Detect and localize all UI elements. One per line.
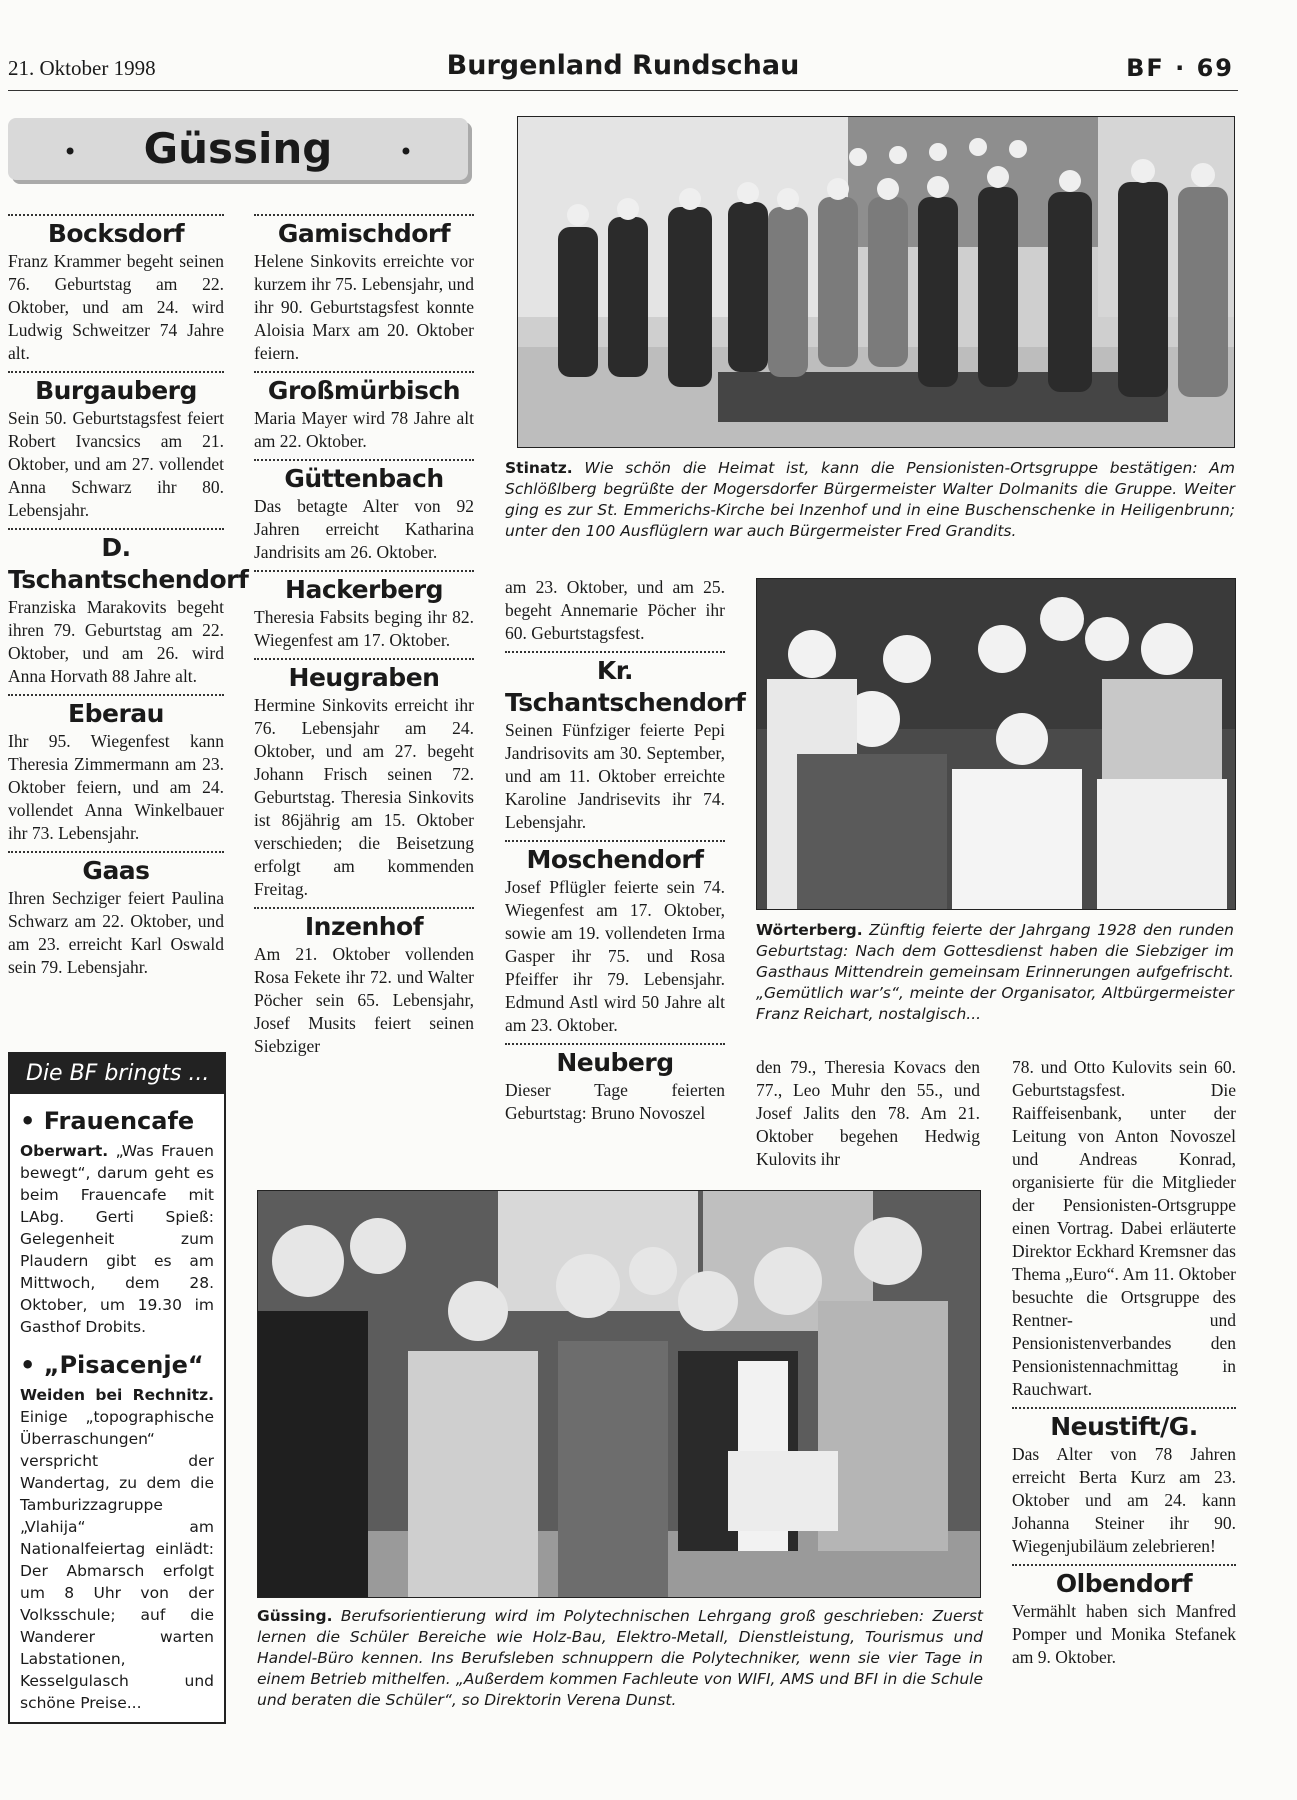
photo-stinatz-group	[517, 116, 1235, 448]
column-2	[254, 214, 474, 1058]
info-item-place: Weiden bei Rechnitz.	[20, 1386, 214, 1404]
article-title: Großmürbisch	[267, 376, 461, 405]
article-title: Neuberg	[556, 1048, 674, 1077]
caption-text: Berufsorientierung wird im Polytechnischen Lehrgang groß geschrieben: Zuerst lernen die Schüler Bereiche wie Holz-Bau, Elektro-Metall, Dienstleistung, Tourismus und Handel-Büro kennen. Ins Berufsleben schnuppern die Polytechniker, wenn sie vier Tage in einem Betrieb mithelfen. „Außerdem kommen Fachleute von WIFI, AMS und BFI in die Schule und beraten die Schüler“, so Direktorin Verena Dunst.	[257, 1607, 983, 1709]
article-title: Neustift/G.	[1050, 1412, 1198, 1441]
bullet-right: •	[398, 138, 413, 166]
article-title: Moschendorf	[526, 845, 704, 874]
article-title: Bocksdorf	[47, 219, 185, 248]
article-neustift	[1012, 1407, 1236, 1558]
article-text: Maria Mayer wird 78 Jahre alt am 22. Oktober.	[254, 408, 474, 451]
article-title: Hackerberg	[285, 575, 443, 604]
students-photo-illustration	[258, 1191, 980, 1597]
article-text: Dieser Tage feierten Geburtstag: Bruno Novoszel	[505, 1080, 725, 1123]
caption-place: Stinatz.	[505, 459, 573, 477]
info-item-frauencafe	[10, 1106, 224, 1338]
info-box	[8, 1052, 226, 1724]
article-text: Das Alter von 78 Jahren erreicht Berta Kurz am 23. Oktober und am 24. kann Johanna Steiner ihr 90. Wiegenjubiläum zelebrieren!	[1012, 1444, 1236, 1556]
issue-date: 21. Oktober 1998	[8, 56, 156, 80]
article-olbendorf	[1012, 1564, 1236, 1669]
article-heugraben	[254, 658, 474, 901]
column-3	[505, 576, 746, 1125]
article-text: Das betagte Alter von 92 Jahren erreicht Katharina Jandrisits am 26. Oktober.	[254, 496, 474, 562]
article-title: Olbendorf	[1055, 1569, 1193, 1598]
article-text: Seinen Fünfziger feierte Pepi Jandrisovits am 30. September, und am 11. Oktober erreichte Karoline Jandrisevits ihr 74. Lebensjahr.	[505, 720, 725, 832]
info-item-title: • Frauencafe	[20, 1107, 195, 1135]
article-inzenhof	[254, 907, 474, 1058]
article-guettenbach	[254, 459, 474, 564]
section-banner	[8, 118, 468, 180]
photo-guessing-students	[257, 1190, 981, 1598]
caption-text: Wie schön die Heimat ist, kann die Pensionisten-Ortsgruppe bestätigen: Am Schlößlberg begrüßte der Mogersdorfer Bürgermeister Walter Dolmanits die Gruppe. Weiter ging es zur St. Emmerichs-Kirche bei Inzenhof und in eine Buschenschenke in Heiligenbrunn; unter den 100 Ausflüglern war auch Bürgermeister Fred Grandits.	[505, 459, 1235, 540]
column-4	[756, 1056, 980, 1171]
info-item-text: Einige „topographische Überraschungen“ verspricht der Wandertag, zu dem die Tamburizzagruppe „Vlahija“ am Nationalfeiertag einlädt: Der Abmarsch erfolgt um 8 Uhr von der Volksschule; auf die Wanderer warten Labstationen, Kesselgulasch und schöne Preise...	[20, 1408, 214, 1712]
article-title: Heugraben	[288, 663, 440, 692]
photo-woerterberg	[756, 578, 1236, 910]
newspaper-title: Burgenland Rundschau	[446, 50, 800, 81]
article-text: Theresia Fabsits beging ihr 82. Wiegenfest am 17. Oktober.	[254, 607, 474, 650]
article-burgauberg	[8, 371, 224, 522]
caption-stinatz	[505, 458, 1235, 542]
article-hackerberg	[254, 570, 474, 652]
article-continuation: den 79., Theresia Kovacs den 77., Leo Muhr den 55., und Josef Jalits den 78. Am 21. Oktober begehen Hedwig Kulovits ihr	[756, 1057, 980, 1169]
info-item-pisacenje	[10, 1350, 224, 1714]
article-title: Burgauberg	[35, 376, 197, 405]
article-title: Gaas	[82, 856, 150, 885]
info-item-title: • „Pisacenje“	[20, 1351, 204, 1379]
article-text: Sein 50. Geburtstagsfest feiert Robert Ivancsics am 21. Oktober, und am 27. vollendet Anna Schwarz ihr 80. Lebensjahr.	[8, 408, 224, 520]
section-title: Güssing	[143, 124, 333, 173]
info-item-text: „Was Frauen bewegt“, darum geht es beim Frauencafe mit LAbg. Gerti Spieß: Gelegenheit zum Plaudern gibt es am Mittwoch, dem 28. Oktober, um 19.30 im Gasthof Drobits.	[20, 1142, 214, 1336]
article-kr-tschantschendorf	[505, 651, 746, 834]
article-gamischdorf	[254, 214, 474, 365]
article-bocksdorf	[8, 214, 224, 365]
caption-place: Wörterberg.	[756, 921, 863, 939]
article-continuation: 78. und Otto Kulovits sein 60. Geburtstagsfest. Die Raiffeisenbank, unter der Leitung von Anton Novoszel und Andreas Konrad, organisierte für die Mitglieder der Pensionisten-Ortsgruppe einen Vortrag. Dabei erläuterte Direktor Eckhard Kremsner das Thema „Euro“. Am 11. Oktober besuchte die Ortsgruppe des Rentner- und Pensionistenverbandes den Pensionistennachmittag in Rauchwart.	[1012, 1057, 1236, 1399]
article-text: Vermählt haben sich Manfred Pomper und Monika Stefanek am 9. Oktober.	[1012, 1601, 1236, 1667]
article-eberau	[8, 694, 224, 845]
article-title: Eberau	[68, 699, 164, 728]
article-title: Güttenbach	[284, 464, 444, 493]
caption-guessing	[257, 1606, 983, 1711]
article-gaas	[8, 851, 224, 979]
column-1	[8, 214, 249, 979]
bullet-left: •	[63, 138, 78, 166]
article-title: Gamischdorf	[277, 219, 451, 248]
article-text: Am 21. Oktober vollenden Rosa Fekete ihr 72. und Walter Pöcher sein 65. Lebensjahr, Josef Musits feiert seinen Siebziger	[254, 944, 474, 1056]
seniors-photo-illustration	[757, 579, 1235, 909]
page-header	[8, 50, 1238, 91]
article-neuberg	[505, 1043, 725, 1125]
info-box-heading: Die BF bringts ...	[10, 1054, 224, 1094]
article-text: Helene Sinkovits erreichte vor kurzem ihr 75. Lebensjahr, und ihr 90. Geburtstagsfest konnte Aloisia Marx am 20. Oktober feiern.	[254, 251, 474, 363]
article-continuation: am 23. Oktober, und am 25. begeht Annemarie Pöcher ihr 60. Geburtstagsfest.	[505, 577, 725, 643]
article-text: Ihren Sechziger feiert Paulina Schwarz am 22. Oktober, und am 23. erreicht Karl Oswald sein 79. Lebensjahr.	[8, 888, 224, 977]
article-title: Inzenhof	[304, 912, 424, 941]
article-moschendorf	[505, 840, 725, 1037]
page-number: BF · 69	[1126, 54, 1234, 82]
article-text: Josef Pflügler feierte sein 74. Wiegenfest am 17. Oktober, sowie am 19. vollendeten Irma Gasper ihr 75. und Rosa Pfeiffer ihr 79. Lebensjahr. Edmund Astl wird 50 Jahre alt am 23. Oktober.	[505, 877, 725, 1035]
column-5	[1012, 1056, 1236, 1669]
group-photo-illustration	[518, 117, 1234, 447]
caption-woerterberg	[756, 920, 1234, 1025]
article-title: Kr. Tschantschendorf	[505, 656, 746, 717]
article-text: Ihr 95. Wiegenfest kann Theresia Zimmermann am 23. Oktober feiern, und am 24. vollendet Anna Winkelbauer ihr 73. Lebensjahr.	[8, 731, 224, 843]
caption-place: Güssing.	[257, 1607, 333, 1625]
article-title: D. Tschantschendorf	[8, 533, 249, 594]
article-text: Franziska Marakovits begeht ihren 79. Geburtstag am 22. Oktober, und am 26. wird Anna Horvath 88 Jahre alt.	[8, 597, 224, 686]
article-d-tschantschendorf	[8, 528, 249, 688]
article-text: Hermine Sinkovits erreicht ihr 76. Lebensjahr am 24. Oktober, und am 27. begeht Johann Frisch seinen 72. Geburtstag. Theresia Sinkovits ist 86jährig am 15. Oktober verschieden; die Beisetzung erfolgt am kommenden Freitag.	[254, 695, 474, 899]
info-item-place: Oberwart.	[20, 1142, 109, 1160]
article-grossmuerbisch	[254, 371, 474, 453]
caption-text: Zünftig feierte der Jahrgang 1928 den runden Geburtstag: Nach dem Gottesdienst haben die Siebziger im Gasthaus Mittendrein gemeinsam Erinnerungen aufgefrischt. „Gemütlich war’s“, meinte der Organisator, Altbürgermeister Franz Reichart, nostalgisch...	[756, 921, 1234, 1023]
article-text: Franz Krammer begeht seinen 76. Geburtstag am 22. Oktober, und am 24. wird Ludwig Schweitzer 74 Jahre alt.	[8, 251, 224, 363]
